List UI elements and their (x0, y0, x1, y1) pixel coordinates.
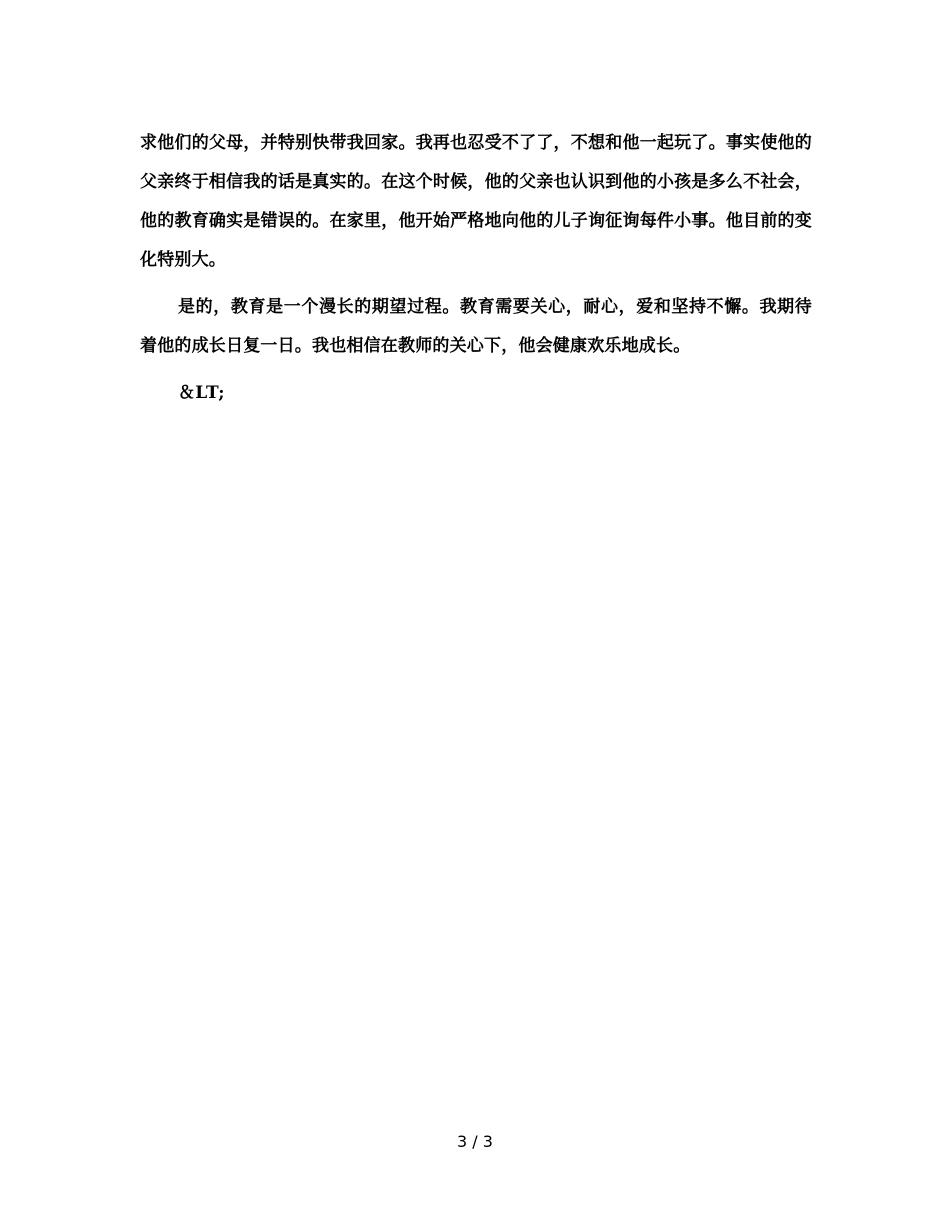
document-body (140, 124, 812, 413)
paragraph-education: 是的，教育是一个漫长的期望过程。教育需要关心，耐心，爱和坚持不懈。我期待着他的成长日复一日。我也相信在教师的关心下，他会健康欢乐地成长。 (140, 297, 812, 356)
paragraph-continuation: 求他们的父母，并特别快带我回家。我再也忍受不了了，不想和他一起玩了。事实使他的父亲终于相信我的话是真实的。在这个时候，他的父亲也认识到他的小孩是多么不社会，他的教育确实是错误的。在家里，他开始严格地向他的儿子询征询每件小事。他目前的变化特别大。 (140, 133, 812, 270)
page-number: 3 / 3 (457, 1132, 493, 1151)
paragraph-trailing-entity: ＆LT; (178, 383, 225, 403)
